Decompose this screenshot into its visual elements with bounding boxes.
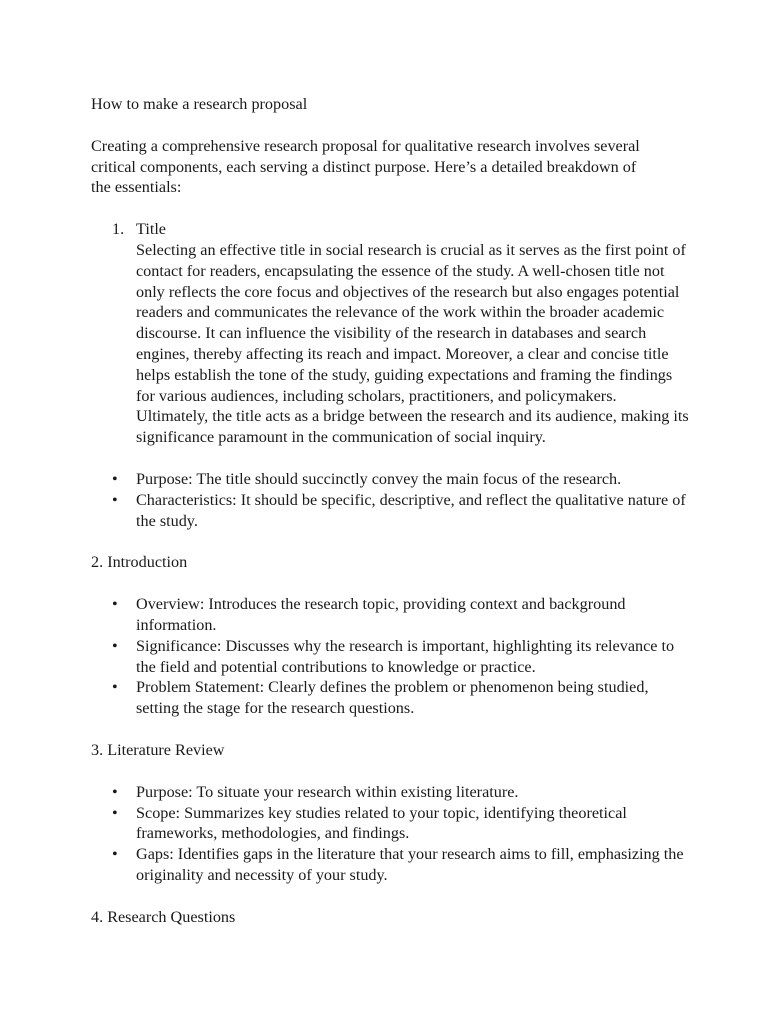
section-heading-title: Title [136,220,166,239]
bullet-icon: • [112,469,118,488]
section-heading-literature-review: 3. Literature Review [91,740,225,759]
bullet-icon: • [112,845,118,864]
list-item-text: Scope: Summarizes key studies related to your topic, identifying theoretical frameworks, methodologies, and findings. [136,803,627,843]
bullet-icon: • [112,636,118,655]
list-item [91,782,691,803]
section-body-title: Selecting an effective title in social research is crucial as it serves as the first point of contact for readers, encapsulating the essence of the study. A well-chosen title not only reflects the core focus and objectives of the research but also engages potential readers and communicates the relevance of the work within the broader academic discourse. It can influence the visibility of the research in databases and search engines, thereby affecting its reach and impact. Moreover, a clear and concise title helps establish the tone of the study, guiding expectations and framing the findings for various audiences, including scholars, practitioners, and policymakers. Ultimately, the title acts as a bridge between the research and its audience, making its significance paramount in the communication of social inquiry. [136,240,689,447]
list-item-text: Significance: Discusses why the research is important, highlighting its relevance to the field and potential contributions to knowledge or practice. [136,636,675,676]
bullet-list-literature-review [91,782,691,886]
bullet-icon: • [112,678,118,697]
bullet-list-title [91,469,691,531]
section-heading-introduction: 2. Introduction [91,553,188,572]
bullet-icon: • [112,595,118,614]
list-item [91,803,691,845]
list-item [91,677,691,719]
list-item-text: Purpose: To situate your research within existing literature. [136,782,519,801]
list-item-text: Characteristics: It should be specific, descriptive, and reflect the qualitative nature of the study. [136,490,686,530]
list-item-text: Purpose: The title should succinctly convey the main focus of the research. [136,469,622,488]
intro-paragraph: Creating a comprehensive research proposal for qualitative research involves several critical components, each serving a distinct purpose. Here’s a detailed breakdown of the essentials: [91,136,640,197]
numbered-item-title [91,219,691,448]
list-item [91,490,691,532]
list-item [91,636,691,678]
bullet-icon: • [112,490,118,509]
list-item [91,594,691,636]
list-item-text: Overview: Introduces the research topic, providing context and background information. [136,595,626,634]
list-item-text: Gaps: Identifies gaps in the literature that your research aims to fill, emphasizing the originality and necessity of your study. [136,845,684,884]
list-item-text: Problem Statement: Clearly defines the problem or phenomenon being studied, setting the stage for the research questions. [136,678,649,718]
bullet-icon: • [112,782,118,801]
bullet-list-introduction [91,594,691,719]
list-item [91,469,691,490]
list-item [91,844,691,886]
section-heading-research-questions: 4. Research Questions [91,907,236,926]
document-title: How to make a research proposal [91,95,308,113]
bullet-icon: • [112,803,118,822]
list-number: 1. [112,220,125,239]
document-body [91,94,691,949]
